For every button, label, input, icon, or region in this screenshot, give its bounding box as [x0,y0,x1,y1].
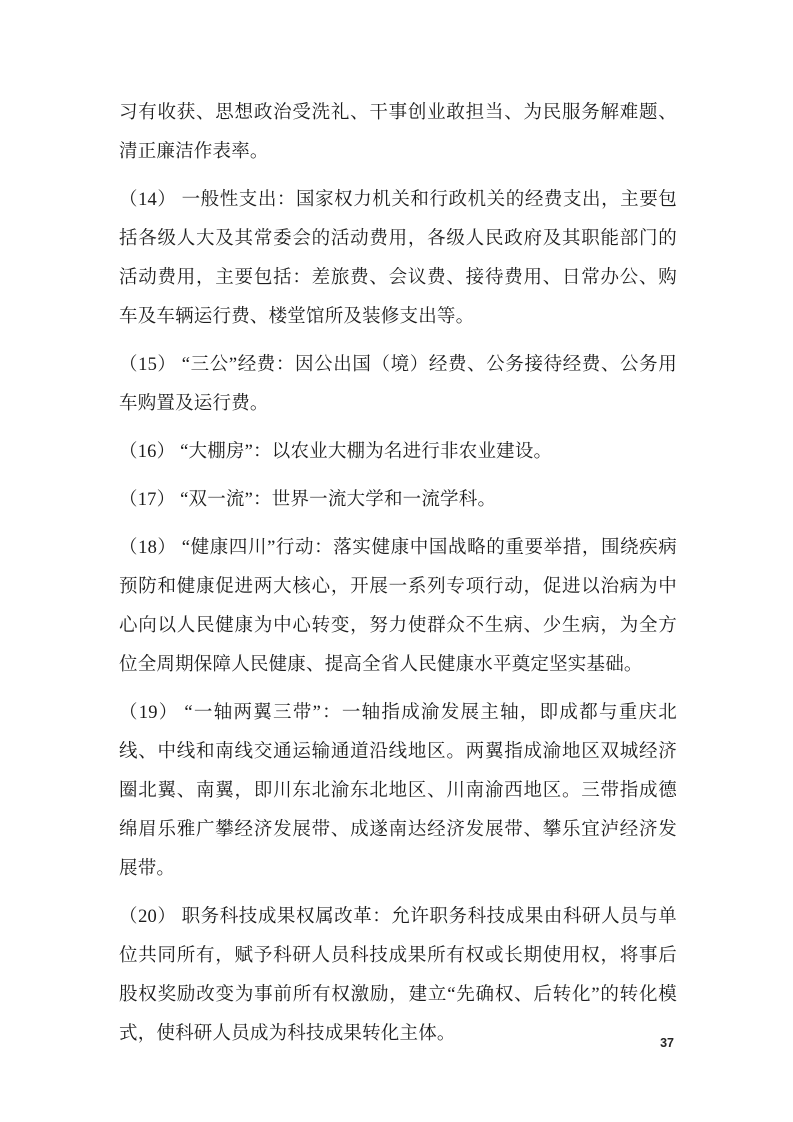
paragraph-term-15-three-public-funds: （15） “三公”经费：因公出国（境）经费、公务接待经费、公务用车购置及运行费。 [119,355,677,414]
paragraph-term-14-general-expenditure: （14） 一般性支出：国家权力机关和行政机关的经费支出，主要包括各级人大及其常委会的活动费用，各级人民政府及其职能部门的活动费用，主要包括：差旅费、会议费、接待费用、日常办公、购车及车辆运行费、楼堂馆所及装修支出等。 [119,190,677,327]
page-number: 37 [660,1036,674,1050]
paragraph-term-20-job-related-sci-tech-ownership-reform: （20） 职务科技成果权属改革：允许职务科技成果由科研人员与单位共同所有，赋予科研人员科技成果所有权或长期使用权，将事后股权奖励改变为事前所有权激励，建立“先确权、后转化”的转化模式，使科研人员成为科技成果转化主体。 [119,907,677,1044]
paragraph-term-18-healthy-sichuan-action: （18） “健康四川”行动：落实健康中国战略的重要举措，围绕疾病预防和健康促进两大核心，开展一系列专项行动，促进以治病为中心向以人民健康为中心转变，努力使群众不生病、少生病，为全方位全周期保障人民健康、提高全省人民健康水平奠定坚实基础。 [119,538,677,675]
paragraph-term-17-double-first-class: （17） “双一流”：世界一流大学和一流学科。 [119,490,497,510]
paragraph-continuation: 习有收获、思想政治受洗礼、干事创业敢担当、为民服务解难题、清正廉洁作表率。 [119,103,677,162]
paragraph-term-19-one-axis-two-wings-three-belts: （19） “一轴两翼三带”：一轴指成渝发展主轴，即成都与重庆北线、中线和南线交通运输通道沿线地区。两翼指成渝地区双城经济圈北翼、南翼，即川东北渝东北地区、川南渝西地区。三带指成德绵眉乐雅广攀经济发展带、成遂南达经济发展带、攀乐宜泸经济发展带。 [119,703,677,879]
page-content [119,94,677,1063]
paragraph-term-16-greenhouse-housing: （16） “大棚房”：以农业大棚为名进行非农业建设。 [119,442,553,462]
